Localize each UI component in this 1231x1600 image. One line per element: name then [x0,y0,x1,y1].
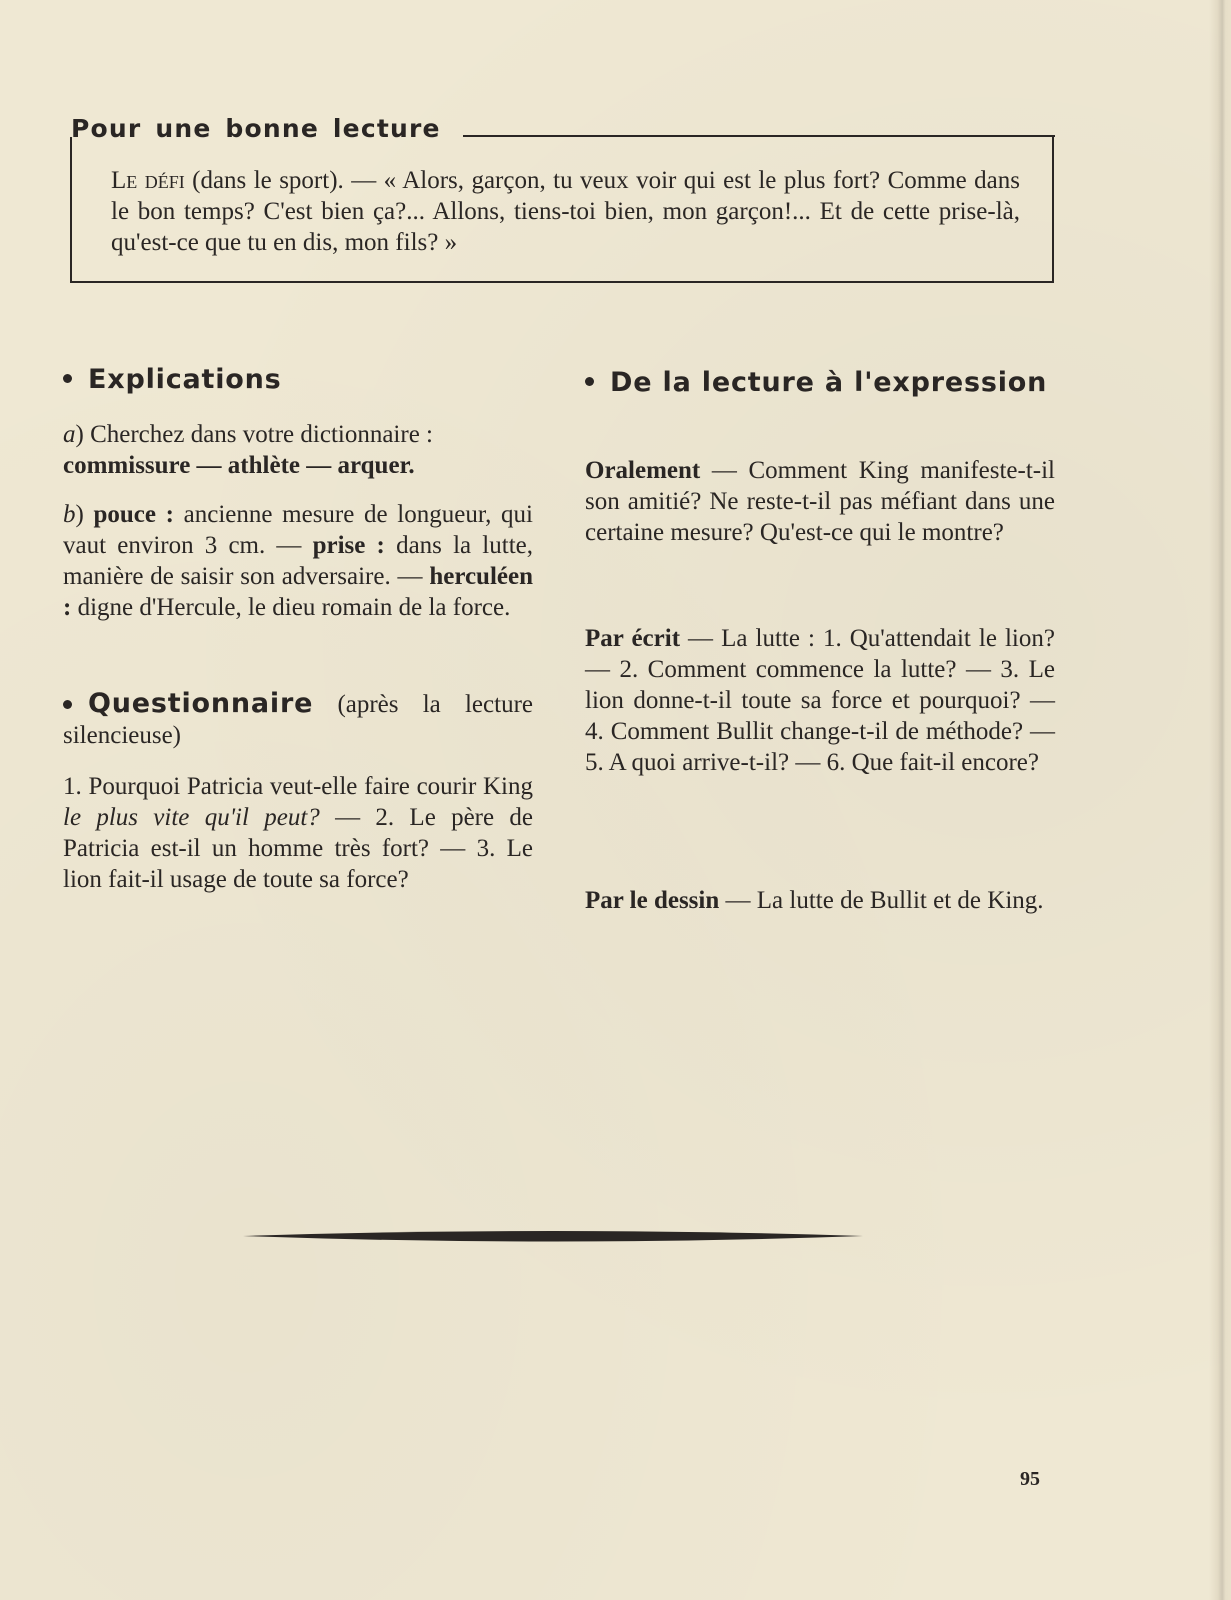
par-ecrit-label: Par écrit [585,625,681,652]
oralement-text: — Comment King manifeste-t-il son amitié? Ne reste-t-il pas méfiant dans une certaine mesure? Qu'est-ce qui le montre? [585,457,1055,546]
bullet-icon [63,374,72,383]
oralement-paragraph [585,455,1055,548]
oralement-label: Oralement [585,457,701,484]
quote-smallcaps: Le défi [111,167,185,194]
term-prise: prise : [312,532,385,559]
questionnaire-heading [63,688,533,751]
explication-b [63,499,533,623]
explication-a-text: ) Cherchez dans votre dictionnaire : [75,421,433,448]
label-b-close: ) [75,501,94,528]
questionnaire-title: Questionnaire [88,688,314,719]
par-le-dessin-label: Par le dessin [585,887,720,914]
page-number: 95 [1020,1468,1040,1490]
def-herculeen: digne d'Hercule, le dieu romain de la force. [71,594,511,621]
label-a: a [63,421,76,448]
explications-heading [63,364,533,395]
explications-title: Explications [88,364,282,395]
quote-box-corner [1052,137,1054,143]
questionnaire-questions [63,771,533,895]
explication-a-words: commissure — athlète — arquer. [63,452,415,479]
expression-title: De la lecture à l'expression [610,367,1048,398]
quote-box-text [111,165,1020,258]
bullet-icon [585,377,594,386]
par-ecrit-paragraph [585,623,1055,778]
bullet-icon [63,700,72,709]
def-prise: dans la lutte, manière de saisir son adversaire. — [63,532,533,590]
explication-a [63,419,533,481]
label-b: b [63,501,76,528]
par-le-dessin-text: — La lutte de Bullit et de King. [719,887,1044,914]
expression-heading [585,367,1055,398]
def-pouce: ancienne mesure de longueur, qui vaut environ 3 cm. — [63,501,534,559]
section-heading-title: Pour une bonne lecture [71,114,441,143]
quote-body: (dans le sport). — « Alors, garçon, tu veux voir qui est le plus fort? Comme dans le bon temps? C'est bien ça?... Allons, tiens-toi bien, mon garçon!... Et de cette prise-là, qu'est-ce que tu en dis, mon fils? » [111,167,1020,256]
ornament-rule-icon [243,1229,863,1253]
page-edge [1209,0,1231,1600]
term-pouce: pouce : [93,501,174,528]
questions-2-3: — 2. Le père de Patricia est-il un homme très fort? — 3. Le lion fait-il usage de toute sa force? [63,804,533,893]
par-ecrit-text: — La lutte : 1. Qu'attendait le lion? — 2. Comment commence la lutte? — 3. Le lion donne-t-il toute sa force et pourquoi? — 4. Comment Bullit change-t-il de méthode? — 5. A quoi arrive-t-il? — 6. Que fait-il encore? [585,625,1055,776]
question-1-italic: le plus vite qu'il peut? [63,804,320,831]
question-1: 1. Pourquoi Patricia veut-elle faire courir King [63,773,533,800]
term-herculeen: herculéen : [63,563,533,621]
questionnaire-subtitle: (après la lecture silencieuse) [63,691,533,749]
par-le-dessin-paragraph [585,885,1055,916]
